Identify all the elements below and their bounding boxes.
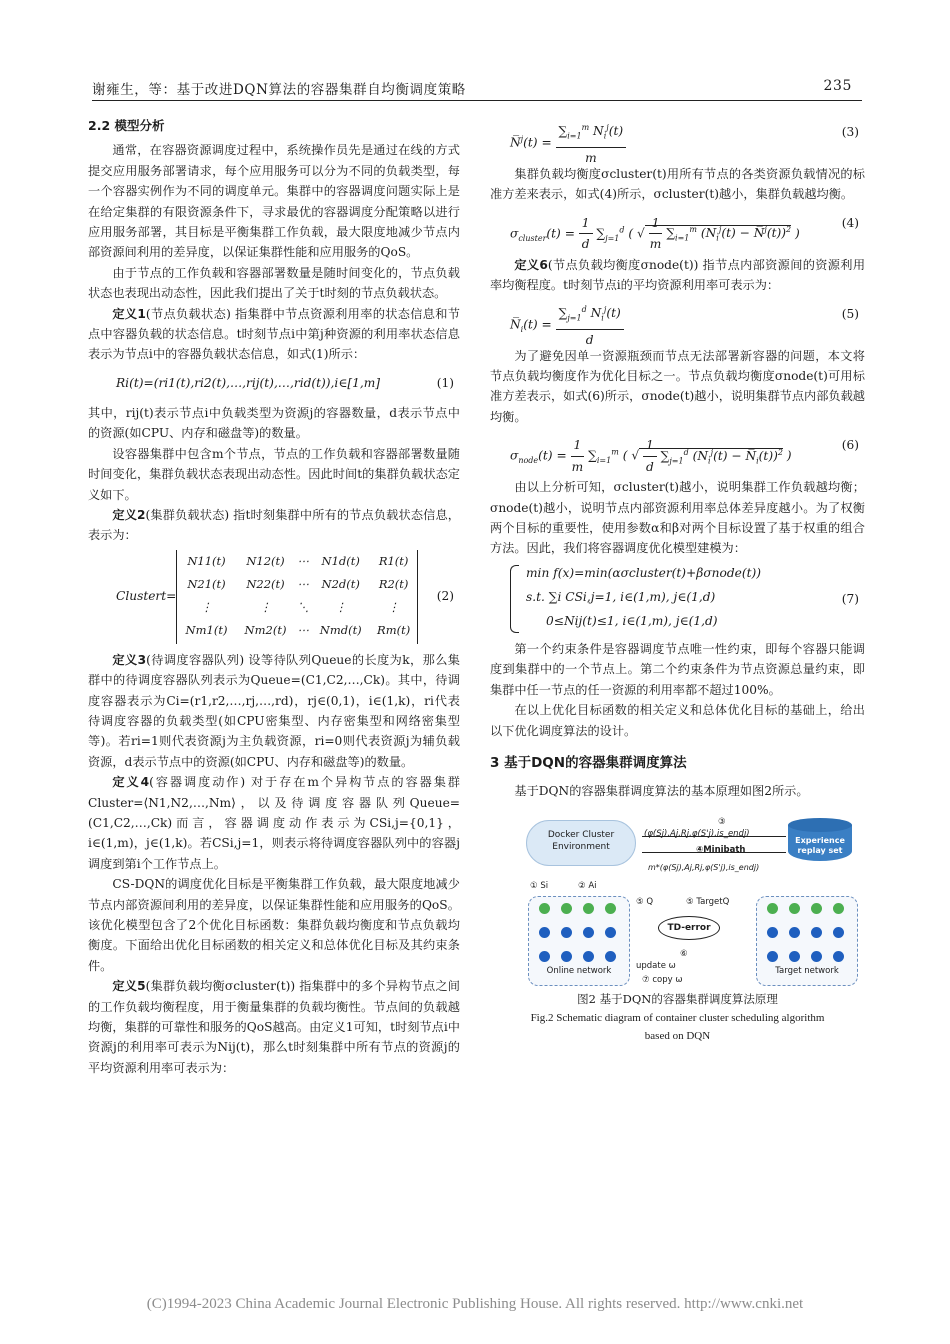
matrix-cell: Nm2(t) — [244, 623, 287, 638]
paragraph: 为了避免因单一资源瓶颈而节点无法部署新容器的问题，本文将节点负载均衡度作为优化目标之一。节点负载均衡度σnode(t)可用标准方差表示，如式(6)所示，σnode(t)越小，说明集群节点内部负载越均衡。 — [490, 348, 865, 424]
equation-body: N̅$^j$(t) = $\frac{\sum_{i=1}^m N_i^j(t)}{m}$ — [510, 118, 626, 168]
state-label: ① Si — [530, 880, 549, 891]
neuron — [811, 927, 822, 938]
cluster-matrix — [176, 550, 418, 644]
neuron — [767, 951, 778, 962]
matrix-cell: ⋯ — [297, 623, 309, 638]
definition-label: 定义6 — [514, 257, 548, 272]
matrix-cell: ⋯ — [297, 577, 309, 592]
step-6-label: ⑥ — [680, 948, 688, 959]
q-label: ⑤ Q — [636, 896, 654, 907]
matrix-cell: N1d(t) — [321, 554, 360, 569]
section-3-heading: 3 基于DQN的容器集群调度算法 — [490, 754, 687, 771]
paragraph: CS-DQN的调度优化目标是平衡集群工作负载，最大限度地减少节点内部资源间利用的差异度，以保证集群性能和应用服务的QoS。该优化模型包含了2个优化目标函数：集群负载均衡度和节点负载均衡度。下面给出优化目标函数的相关定义和总体优化目标及其约束条件。 — [88, 877, 460, 973]
equation-number: (4) — [841, 215, 859, 230]
definition-4 — [88, 772, 460, 874]
matrix-cell: ⋮ — [334, 600, 347, 615]
left-column — [88, 114, 460, 1078]
target-q-label: ⑤ TargetQ — [686, 896, 730, 907]
definition-1 — [88, 304, 460, 365]
target-network — [756, 896, 858, 986]
neuron — [767, 903, 778, 914]
equation-number: (7) — [841, 591, 859, 606]
paragraph: 第一个约束条件是容器调度节点唯一性约束，即每个容器只能调度到集群中的一个节点上。第二个约束条件为节点资源总量约束，即集群中任一节点的任一资源的利用率都不超过100%。 — [490, 641, 865, 697]
online-network-label: Online network — [546, 966, 612, 977]
definition-text: (容器调度动作) 对于存在m个异构节点的容器集群Cluster=⟨N1,N2,…,Nm⟩，以及待调度容器队列Queue=(C1,C2,…,Ck)而言，容器调度动作表示为CSi,j={0,1}，i∈(1,m)，j∈(1,k)。若CSi,j=1，则表示将待调度容器队列中的容器j调度到第i个工作节点上。 — [88, 775, 460, 871]
neuron — [833, 903, 844, 914]
definition-2 — [88, 505, 460, 546]
neuron — [789, 903, 800, 914]
transition-tuple: (φ(Sj),Aj,Rj,φ(S'j),is_endj) — [644, 828, 750, 839]
matrix-cell: N21(t) — [187, 577, 226, 592]
matrix-cell: N12(t) — [246, 554, 285, 569]
td-error-node: TD-error — [658, 916, 720, 940]
definition-text: (集群负载均衡σcluster(t)) 指集群中的多个异构节点之间的工作负载均衡程度，用于衡量集群的负载均衡性。节点间的负载越均衡，集群的可靠性和服务的QoS越高。由定义1可知，t时刻节点i中资源j的利用率可表示为Nij(t)，那么t时刻集群中所有节点的资源j的平均资源利用率可表示为： — [88, 979, 460, 1075]
equation-7 — [490, 561, 865, 637]
online-network — [528, 896, 630, 986]
equation-body: $N̅_i(t)$ = $\frac{\sum_{j=1}^d N_i^j(t)}{d}$ — [510, 300, 624, 350]
definition-text: (集群负载状态) 指t时刻集群中所有的节点负载状态信息，表示为： — [88, 507, 460, 543]
neuron — [605, 903, 616, 914]
matrix-cell: ⋮ — [259, 600, 272, 615]
neuron — [561, 951, 572, 962]
definition-text: (节点负载状态) 指集群中节点资源利用率的状态信息和节点中容器负载的状态信息。t时刻节点i中第j种资源的利用率状态信息表示为节点i中的容器负载状态信息，如式(1)所示： — [88, 306, 460, 362]
neuron — [789, 927, 800, 938]
matrix-row — [177, 573, 417, 596]
equation-6 — [490, 429, 865, 475]
matrix-cell: Rm(t) — [377, 623, 411, 638]
matrix-table — [177, 550, 417, 642]
equation-number: (6) — [841, 438, 859, 453]
figure-caption-en-1: Fig.2 Schematic diagram of container cluster scheduling algorithm — [530, 1011, 825, 1024]
target-network-label: Target network — [775, 966, 839, 977]
neuron — [811, 903, 822, 914]
matrix-cell: Nm1(t) — [185, 623, 228, 638]
neuron — [539, 903, 550, 914]
equation-body: $\sigma_{node}(t)$ = $\frac{1}{m}$ $\sum_{i=1}^m$ ( √ $\frac{1}{d}$ $\sum_{j=1}^d$ ($N_i^j(t)$ − $N̅_i(t))^2$ ) — [510, 435, 792, 477]
definition-text: (节点负载均衡度σnode(t)) 指节点内部资源间的资源利用率均衡程度。t时刻节点i的平均资源利用率可表示为： — [490, 257, 866, 293]
paragraph: 通常，在容器资源调度过程中，系统操作员先是通过在线的方式提交应用服务部署请求，每个应用服务可以分为不同的负载类型，每一个容器实例作为不同的调度单元。集群中的容器调度问题实际上是在给定集群的有限资源条件下，寻求最优的容器调度分配策略以进行应用服务部署，其目标是平衡集群工作负载，最大限度地减少节点内部资源间利用的差异度，以保证集群性能和应用服务的QoS。 — [88, 143, 460, 260]
neuron — [539, 927, 550, 938]
definition-5 — [88, 976, 460, 1078]
definition-label: 定义4 — [112, 775, 150, 790]
neuron — [583, 903, 594, 914]
paragraph: 由以上分析可知，σcluster(t)越小，说明集群工作负载越均衡；σnode(t)越小，说明节点内部资源利用率总体差异度越小。为了权衡两个目标的重要性，使用参数α和β对两个目标设置了基于权重的组合方法。因此，我们将容器调度优化模型建模为： — [490, 480, 865, 556]
neuron — [767, 927, 778, 938]
equation-lhs: Clustert= — [116, 588, 177, 603]
section-2-2-heading: 2.2 模型分析 — [88, 118, 165, 133]
db-top — [788, 818, 852, 832]
minibatch-tuple: m*(φ(Sj),Aj,Rj,φ(S'j),is_endj) — [648, 862, 760, 872]
equation-number: (1) — [436, 375, 454, 390]
brace — [510, 565, 519, 633]
neuron — [561, 903, 572, 914]
definition-text: (待调度容器队列) 设等待队列Queue的长度为k，那么集群中的待调度容器队列表示为Queue=(C1,C2,…,Ck)。其中，待调度容器表示为Ci=(r1,r2,…,rj,…,rd)，rj∈(0,1)，i∈(1,k)，ri代表待调度容器的负载类型(如CPU密集型、内存密集型和网络密集型等)。若ri=1则代表资源j为主负载资源，ri=0则代表资源j为辅负载资源，d表示节点中的资源(如CPU、内存和磁盘等)的数量。 — [88, 652, 460, 769]
constraint-line: s.t. ∑i CSi,j=1, i∈(1,m), j∈(1,d) — [526, 589, 716, 604]
copyright-footer: (C)1994-2023 China Academic Journal Electronic Publishing House. All rights reserved. http://www.cnki.net — [146, 1296, 804, 1312]
paragraph: 在以上优化目标函数的相关定义和总体优化目标的基础上，给出以下优化调度算法的设计。 — [490, 703, 865, 738]
page-number: 235 — [823, 78, 852, 94]
equation-number: (5) — [841, 306, 859, 321]
constraint-line: 0≤Nij(t)≤1, i∈(1,m), j∈(1,d) — [546, 613, 718, 628]
matrix-cell: N11(t) — [187, 554, 226, 569]
copy-label: ⑦ copy ω — [642, 974, 683, 985]
arrow-from-replay — [642, 852, 786, 853]
objective-line: min f(x)=min(ασcluster(t)+βσnode(t)) — [526, 565, 762, 580]
matrix-cell: N2d(t) — [321, 577, 360, 592]
action-label: ② Ai — [578, 880, 597, 891]
neuron — [561, 927, 572, 938]
figure-2-diagram — [520, 812, 866, 984]
equation-5 — [490, 298, 865, 347]
equation-body: $\sigma_{cluster}(t)$ = $\frac{1}{d}$ $\sum_{j=1}^d$ ( √ $\frac{1}{m}$ $\sum_{i=1}^m$ ($N_i^j(t)$ − N̅$^j$(t))$^2$ ) — [510, 213, 800, 255]
definition-label: 定义5 — [112, 979, 146, 994]
neuron — [605, 951, 616, 962]
matrix-row — [177, 596, 417, 619]
right-column — [490, 114, 865, 1045]
paragraph: 集群负载均衡度σcluster(t)用所有节点的各类资源负载情况的标准方差来表示，如式(4)所示，σcluster(t)越小，集群负载越均衡。 — [490, 167, 865, 202]
running-header — [92, 74, 862, 101]
definition-label: 定义1 — [112, 306, 146, 321]
equation-number: (3) — [841, 125, 859, 139]
neuron — [833, 927, 844, 938]
definition-3 — [88, 650, 460, 772]
matrix-cell: N22(t) — [246, 577, 285, 592]
equation-number: (2) — [436, 588, 454, 603]
figure-caption-en-2: based on DQN — [644, 1029, 711, 1042]
definition-label: 定义3 — [112, 652, 147, 667]
neuron — [539, 951, 550, 962]
neuron — [583, 927, 594, 938]
minibatch-label: ④Minibath — [696, 844, 746, 855]
header-title: 谢雍生，等：基于改进DQN算法的容器集群自均衡调度策略 — [92, 82, 466, 98]
equation-4 — [490, 207, 865, 253]
experience-replay-database — [788, 818, 852, 868]
matrix-cell: ⋮ — [387, 600, 400, 615]
paragraph: 设容器集群中包含m个节点，节点的工作负载和容器部署数量随时间变化，集群负载状态表现出动态性。因此时间t的集群负载状态定义如下。 — [88, 446, 460, 502]
paragraph: 其中，rij(t)表示节点i中负载类型为资源j的容器数量，d表示节点中的资源(如CPU、内存和磁盘等)的数量。 — [88, 405, 460, 441]
matrix-cell: ⋯ — [297, 554, 309, 569]
update-label: update ω — [636, 960, 676, 971]
equation-2 — [88, 550, 460, 646]
matrix-cell: ⋱ — [297, 600, 309, 615]
matrix-cell: Nmd(t) — [319, 623, 362, 638]
equation-3 — [490, 116, 865, 165]
neuron — [811, 951, 822, 962]
neuron — [583, 951, 594, 962]
neuron — [605, 927, 616, 938]
docker-cluster-cloud: Docker Cluster Environment — [526, 820, 636, 866]
matrix-row — [177, 550, 417, 573]
neuron — [789, 951, 800, 962]
neuron — [833, 951, 844, 962]
arrow-to-replay — [642, 836, 786, 837]
paragraph: 由于节点的工作负载和容器部署数量是随时间变化的，节点负载状态也表现出动态性，因此我们提出了关于t时刻的节点负载状态。 — [88, 265, 460, 301]
definition-6 — [490, 255, 865, 296]
matrix-cell: R1(t) — [378, 554, 409, 569]
equation-body: Ri(t)=(ri1(t),ri2(t),…,rij(t),…,rid(t)),i∈[1,m] — [116, 375, 381, 390]
paragraph: 基于DQN的容器集群调度算法的基本原理如图2所示。 — [514, 784, 809, 799]
equation-1 — [88, 367, 460, 401]
matrix-row — [177, 619, 417, 642]
db-label: Experience replay set — [795, 835, 845, 855]
definition-label: 定义2 — [112, 507, 146, 522]
matrix-cell: ⋮ — [200, 600, 213, 615]
matrix-cell: R2(t) — [378, 577, 409, 592]
step-3-label: ③ — [718, 816, 726, 827]
figure-caption-zh: 图2 基于DQN的容器集群调度算法原理 — [577, 991, 778, 1006]
